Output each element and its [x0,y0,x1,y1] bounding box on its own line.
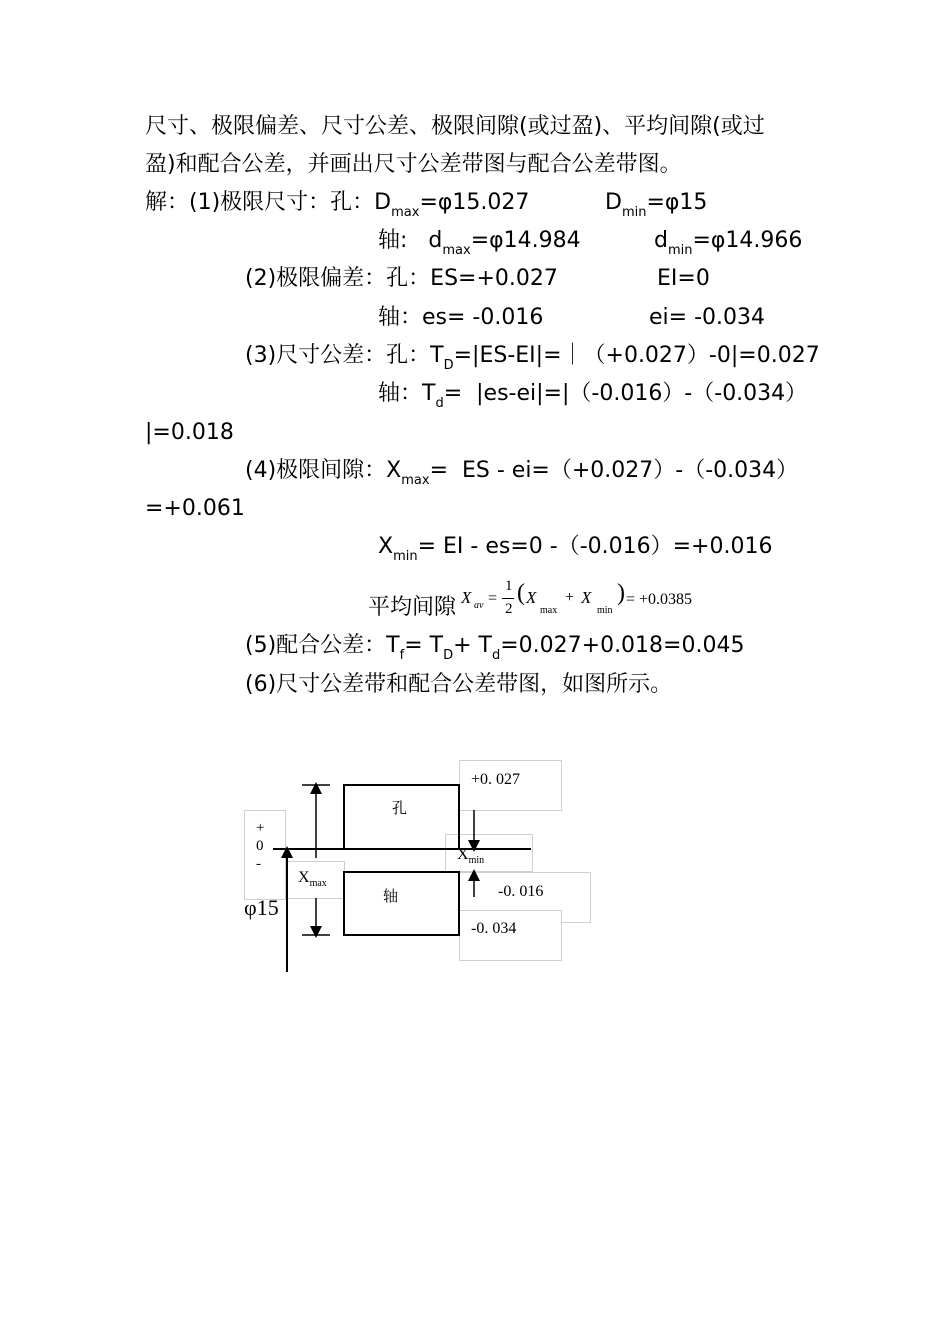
avg-clearance-label: 平均间隙 [368,595,457,620]
step1-shaft-dmax: 轴: $d_{max}=\varphi 14.984$ [378,228,581,258]
step6-text: (6)尺寸公差带和配合公差带图，如图所示。 [245,672,673,697]
step3-cont: |=0.018 [145,420,234,445]
shaft-es-label: -0. 016 [498,883,544,900]
step3-hole: (3)尺寸公差：孔：$T_D=|ES-EI|=|(+0.027)-0|=0.027$ [245,343,820,373]
nominal-size-label: φ15 [244,895,279,920]
shaft-label: 轴 [383,889,399,905]
minus-sign: - [256,856,261,872]
shaft-ei-label: -0. 034 [471,920,517,937]
step1-hole-dmin: $D_{min}=\varphi 15$ [605,190,708,220]
step2-shaft-ei: ei= -0.034 [649,305,765,330]
hole-es-label: +0. 027 [471,771,521,788]
step3-shaft: 轴：$T_d= |es-ei|=|(-0.016)-(-0.034)$ [378,381,808,411]
step2-hole-ei: EI=0 [657,266,710,291]
zero-sign: 0 [256,838,264,854]
plus-sign: + [256,820,265,836]
step2-shaft: 轴：es= -0.016 [378,305,544,330]
intro-line-2: 盈)和配合公差，并画出尺寸公差带图与配合公差带图。 [145,152,682,177]
step4-xmin: $X_{min}=$ EI - es=0 -（-0.016）=+0.016 [378,534,773,564]
step1-shaft-dmin: $d_{min}=\varphi 14.966$ [654,228,803,258]
shaft-zone [344,872,459,935]
intro-line-1: 尺寸、极限偏差、尺寸公差、极限间隙(或过盈)、平均间隙(或过 [145,114,765,139]
xmax-label: $X_{max}$ [298,869,327,889]
step2-hole: (2)极限偏差：孔：ES=+0.027 [245,266,558,291]
xmin-label: $X_{min}$ [457,846,485,866]
step4-cont: =+0.061 [145,496,245,521]
step1-hole-dmax: 解：(1)极限尺寸：孔：$D_{max}=\varphi 15.027$ [145,190,530,220]
step5-fit-tolerance: (5)配合公差：$T_f= T_D+ T_d=0.027+0.018=0.045$ [245,633,745,663]
step4-xmax: (4)极限间隙：$X_{max}=$ ES - ei=（+0.027）-（-0.034） [245,458,799,488]
hole-label: 孔 [392,801,408,817]
